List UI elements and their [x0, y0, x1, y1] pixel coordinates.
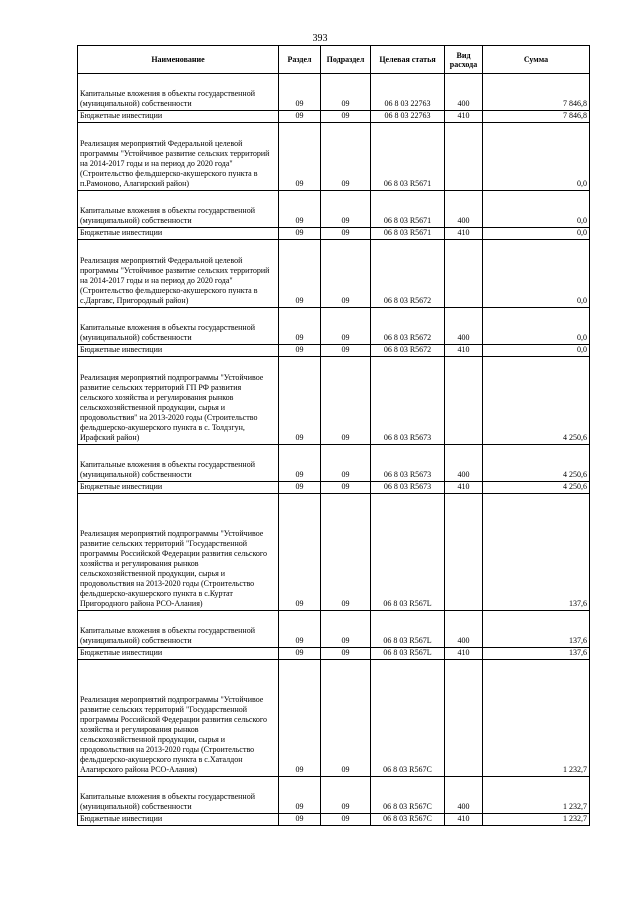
- cell-target: 06 8 03 R5673: [371, 445, 445, 482]
- cell-section: 09: [279, 814, 321, 826]
- cell-section: 09: [279, 345, 321, 357]
- cell-amount: 4 250,6: [483, 482, 590, 494]
- cell-expense-type: [445, 494, 483, 611]
- header-expense-type: Вид расхода: [445, 46, 483, 74]
- cell-name: Реализация мероприятий Федеральной целевой программы "Устойчивое развитие сельских территорий на 2014-2017 годы и на период до 2020 года" (Строительство фельдшерско-акушерского пункта в с.Даргавс, Пригородный район): [78, 240, 279, 308]
- cell-name: Бюджетные инвестиции: [78, 228, 279, 240]
- cell-amount: 0,0: [483, 240, 590, 308]
- cell-expense-type: 410: [445, 228, 483, 240]
- cell-target: 06 8 03 R567C: [371, 814, 445, 826]
- cell-expense-type: [445, 123, 483, 191]
- table-row: [78, 123, 590, 191]
- cell-target: 06 8 03 R5673: [371, 357, 445, 445]
- page-number: 393: [312, 33, 328, 44]
- cell-section: 09: [279, 228, 321, 240]
- cell-name: Капитальные вложения в объекты государственной (муниципальной) собственности: [78, 191, 279, 228]
- header-amount: Сумма: [483, 46, 590, 74]
- cell-subsection: 09: [321, 660, 371, 777]
- cell-amount: 4 250,6: [483, 357, 590, 445]
- table-row: [78, 660, 590, 777]
- cell-name: Бюджетные инвестиции: [78, 111, 279, 123]
- table-row: [78, 494, 590, 611]
- cell-subsection: 09: [321, 123, 371, 191]
- cell-expense-type: [445, 660, 483, 777]
- cell-target: 06 8 03 R5672: [371, 345, 445, 357]
- cell-expense-type: 400: [445, 191, 483, 228]
- cell-target: 06 8 03 22763: [371, 111, 445, 123]
- header-subsection: Подраздел: [321, 46, 371, 74]
- cell-section: 09: [279, 123, 321, 191]
- table-row: [78, 777, 590, 814]
- table-body: [78, 74, 590, 826]
- cell-target: 06 8 03 R567C: [371, 777, 445, 814]
- cell-subsection: 09: [321, 240, 371, 308]
- cell-expense-type: [445, 240, 483, 308]
- cell-target: 06 8 03 R5671: [371, 123, 445, 191]
- cell-name: Бюджетные инвестиции: [78, 814, 279, 826]
- cell-target: 06 8 03 R5672: [371, 308, 445, 345]
- cell-amount: 7 846,8: [483, 111, 590, 123]
- cell-expense-type: 410: [445, 482, 483, 494]
- cell-amount: 0,0: [483, 191, 590, 228]
- table-row: [78, 191, 590, 228]
- cell-subsection: 09: [321, 345, 371, 357]
- cell-name: Бюджетные инвестиции: [78, 482, 279, 494]
- table-row: [78, 240, 590, 308]
- cell-section: 09: [279, 777, 321, 814]
- cell-expense-type: 410: [445, 345, 483, 357]
- cell-section: 09: [279, 611, 321, 648]
- cell-expense-type: 410: [445, 814, 483, 826]
- table-row: [78, 357, 590, 445]
- cell-expense-type: 410: [445, 648, 483, 660]
- cell-section: 09: [279, 111, 321, 123]
- table-row: [78, 445, 590, 482]
- cell-section: 09: [279, 494, 321, 611]
- cell-amount: 137,6: [483, 494, 590, 611]
- cell-amount: 0,0: [483, 345, 590, 357]
- cell-subsection: 09: [321, 814, 371, 826]
- cell-target: 06 8 03 R567L: [371, 611, 445, 648]
- cell-amount: 137,6: [483, 611, 590, 648]
- table-row: [78, 111, 590, 123]
- cell-expense-type: 400: [445, 777, 483, 814]
- cell-amount: 0,0: [483, 228, 590, 240]
- table-row: [78, 308, 590, 345]
- cell-subsection: 09: [321, 74, 371, 111]
- table-row: [78, 228, 590, 240]
- cell-section: 09: [279, 648, 321, 660]
- cell-section: 09: [279, 240, 321, 308]
- header-name: Наименование: [78, 46, 279, 74]
- cell-name: Бюджетные инвестиции: [78, 345, 279, 357]
- cell-amount: 1 232,7: [483, 777, 590, 814]
- cell-section: 09: [279, 357, 321, 445]
- cell-expense-type: 410: [445, 111, 483, 123]
- cell-target: 06 8 03 R5671: [371, 228, 445, 240]
- cell-name: Капитальные вложения в объекты государственной (муниципальной) собственности: [78, 611, 279, 648]
- cell-subsection: 09: [321, 482, 371, 494]
- cell-section: 09: [279, 445, 321, 482]
- cell-expense-type: 400: [445, 611, 483, 648]
- cell-amount: 137,6: [483, 648, 590, 660]
- cell-name: Капитальные вложения в объекты государственной (муниципальной) собственности: [78, 74, 279, 111]
- cell-expense-type: 400: [445, 445, 483, 482]
- cell-name: Капитальные вложения в объекты государственной (муниципальной) собственности: [78, 777, 279, 814]
- cell-amount: 4 250,6: [483, 445, 590, 482]
- cell-subsection: 09: [321, 494, 371, 611]
- table-row: [78, 648, 590, 660]
- cell-subsection: 09: [321, 308, 371, 345]
- cell-subsection: 09: [321, 357, 371, 445]
- header-target: Целевая статья: [371, 46, 445, 74]
- cell-subsection: 09: [321, 445, 371, 482]
- cell-expense-type: [445, 357, 483, 445]
- cell-target: 06 8 03 R567L: [371, 648, 445, 660]
- cell-target: 06 8 03 R5672: [371, 240, 445, 308]
- cell-section: 09: [279, 74, 321, 111]
- table-row: [78, 814, 590, 826]
- budget-table: [77, 45, 590, 826]
- table-row: [78, 74, 590, 111]
- cell-subsection: 09: [321, 191, 371, 228]
- cell-amount: 0,0: [483, 308, 590, 345]
- cell-amount: 0,0: [483, 123, 590, 191]
- cell-name: Бюджетные инвестиции: [78, 648, 279, 660]
- cell-section: 09: [279, 482, 321, 494]
- cell-target: 06 8 03 R5673: [371, 482, 445, 494]
- cell-name: Реализация мероприятий Федеральной целевой программы "Устойчивое развитие сельских территорий на 2014-2017 годы и на период до 2020 года" (Строительство фельдшерско-акушерского пункта в п.Рамоново, Алагирский район): [78, 123, 279, 191]
- cell-target: 06 8 03 R5671: [371, 191, 445, 228]
- cell-subsection: 09: [321, 777, 371, 814]
- cell-target: 06 8 03 R567L: [371, 494, 445, 611]
- cell-amount: 1 232,7: [483, 660, 590, 777]
- cell-target: 06 8 03 R567C: [371, 660, 445, 777]
- cell-name: Капитальные вложения в объекты государственной (муниципальной) собственности: [78, 445, 279, 482]
- cell-expense-type: 400: [445, 74, 483, 111]
- cell-name: Капитальные вложения в объекты государственной (муниципальной) собственности: [78, 308, 279, 345]
- cell-name: Реализация мероприятий подпрограммы "Устойчивое развитие сельских территорий "Государственной программы Российской Федерации развития сельского хозяйства и регулирования рынков сельскохозяйственной продукции, сырья и продовольствия на 2013-2020 годы (Строительство фельдшерско-акушерского пункта в с.Куртат Пригородного района РСО-Алания): [78, 494, 279, 611]
- cell-target: 06 8 03 22763: [371, 74, 445, 111]
- cell-subsection: 09: [321, 611, 371, 648]
- cell-subsection: 09: [321, 648, 371, 660]
- cell-amount: 7 846,8: [483, 74, 590, 111]
- table-row: [78, 482, 590, 494]
- cell-amount: 1 232,7: [483, 814, 590, 826]
- header-section: Раздел: [279, 46, 321, 74]
- cell-section: 09: [279, 191, 321, 228]
- cell-section: 09: [279, 660, 321, 777]
- table-header-row: [78, 46, 590, 74]
- cell-expense-type: 400: [445, 308, 483, 345]
- table-row: [78, 611, 590, 648]
- cell-subsection: 09: [321, 111, 371, 123]
- cell-section: 09: [279, 308, 321, 345]
- cell-name: Реализация мероприятий подпрограммы "Устойчивое развитие сельских территорий ГП РФ развития сельского хозяйства и регулирования рынков сельскохозяйственной продукции, сырья и продовольствия" на 2013-2020 годы (Строительство фельдшерско-акушерского пункта в с. Толдзгун, Ирафский район): [78, 357, 279, 445]
- cell-name: Реализация мероприятий подпрограммы "Устойчивое развитие сельских территорий "Государственной программы Российской Федерации развития сельского хозяйства и регулирования рынков сельскохозяйственной продукции, сырья и продовольствия на 2013-2020 годы (Строительство фельдшерско-акушерского пункта в с.Хаталдон Алагирского района РСО-Алания): [78, 660, 279, 777]
- cell-subsection: 09: [321, 228, 371, 240]
- table-row: [78, 345, 590, 357]
